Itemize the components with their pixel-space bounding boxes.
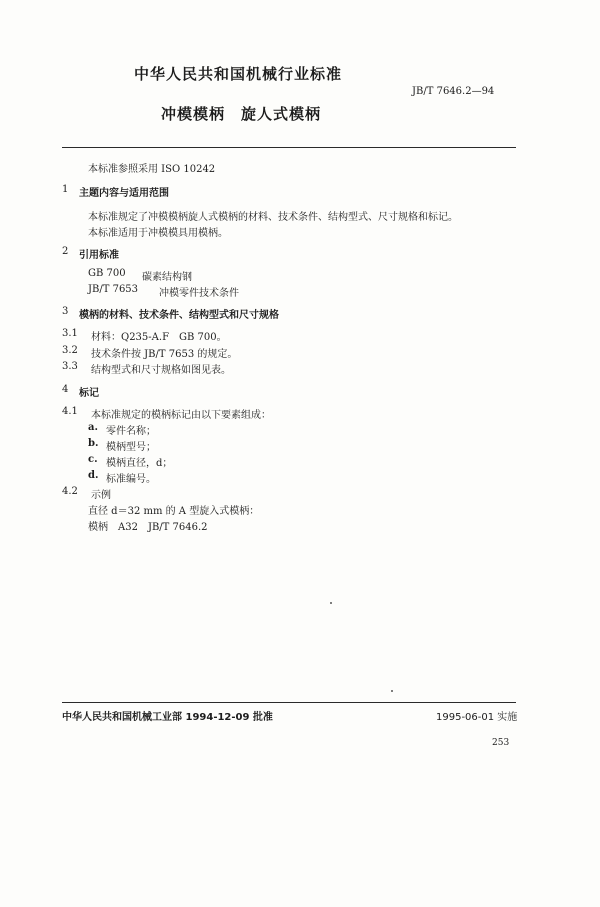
clause-number: 3.1	[62, 328, 78, 339]
section-1-para-1: 本标准规定了冲模模柄旋人式模柄的材料、技术条件、结构型式、尺寸规格和标记。	[88, 212, 458, 223]
section-1-number: 1	[62, 184, 69, 195]
section-2-title: 引用标准	[79, 250, 119, 261]
effective-date: 1995-06-01 实施	[436, 712, 518, 723]
list-item-text: 模柄型号；	[106, 442, 156, 453]
list-item-letter: c.	[88, 454, 98, 465]
section-1-title: 主题内容与适用范围	[79, 188, 169, 199]
list-item-text: 标准编号。	[106, 474, 156, 485]
section-3-title: 模柄的材料、技术条件、结构型式和尺寸规格	[79, 310, 279, 321]
page-number: 253	[492, 738, 510, 748]
document-title: 冲模模柄 旋人式模柄	[161, 105, 322, 123]
list-item-letter: a.	[88, 422, 98, 433]
clause-number: 3.3	[62, 361, 78, 372]
approval-line: 中华人民共和国机械工业部 1994-12-09 批准	[62, 712, 273, 723]
scan-speck	[391, 690, 393, 692]
standard-number: JB/T 7646.2—94	[412, 86, 495, 97]
reference-code: GB 700	[88, 268, 126, 279]
section-4-number: 4	[62, 384, 69, 395]
clause-number: 3.2	[62, 345, 78, 356]
clause-number: 4.1	[62, 406, 78, 417]
intro-text: 本标准参照采用 ISO 10242	[88, 164, 216, 175]
clause-text: 示例	[91, 490, 111, 501]
section-3-number: 3	[62, 306, 69, 317]
section-2-number: 2	[62, 246, 69, 257]
reference-name: 碳素结构钢	[142, 272, 192, 283]
list-item-letter: b.	[88, 438, 99, 449]
scan-speck	[330, 602, 332, 604]
example-marking: 模柄 A32 JB/T 7646.2	[88, 522, 208, 533]
list-item-text: 零件名称；	[106, 426, 156, 437]
reference-name: 冲模零件技术条件	[159, 288, 239, 299]
clause-text: 本标准规定的模柄标记由以下要素组成：	[91, 410, 271, 421]
top-rule	[62, 147, 516, 148]
clause-text: 结构型式和尺寸规格如图见表。	[91, 365, 231, 376]
section-4-title: 标记	[79, 388, 99, 399]
clause-number: 4.2	[62, 486, 78, 497]
clause-text: 技术条件按 JB/T 7653 的规定。	[91, 349, 238, 360]
reference-code: JB/T 7653	[88, 284, 139, 295]
org-title: 中华人民共和国机械行业标准	[134, 65, 343, 83]
section-1-para-2: 本标准适用于冲模模具用模柄。	[88, 228, 228, 239]
list-item-letter: d.	[88, 470, 99, 481]
clause-text: 材料：Q235-A.F GB 700。	[91, 332, 227, 343]
list-item-text: 模柄直径，d；	[106, 458, 173, 469]
bottom-rule	[62, 702, 516, 703]
example-line: 直径 d＝32 mm 的 A 型旋入式模柄：	[88, 506, 260, 517]
